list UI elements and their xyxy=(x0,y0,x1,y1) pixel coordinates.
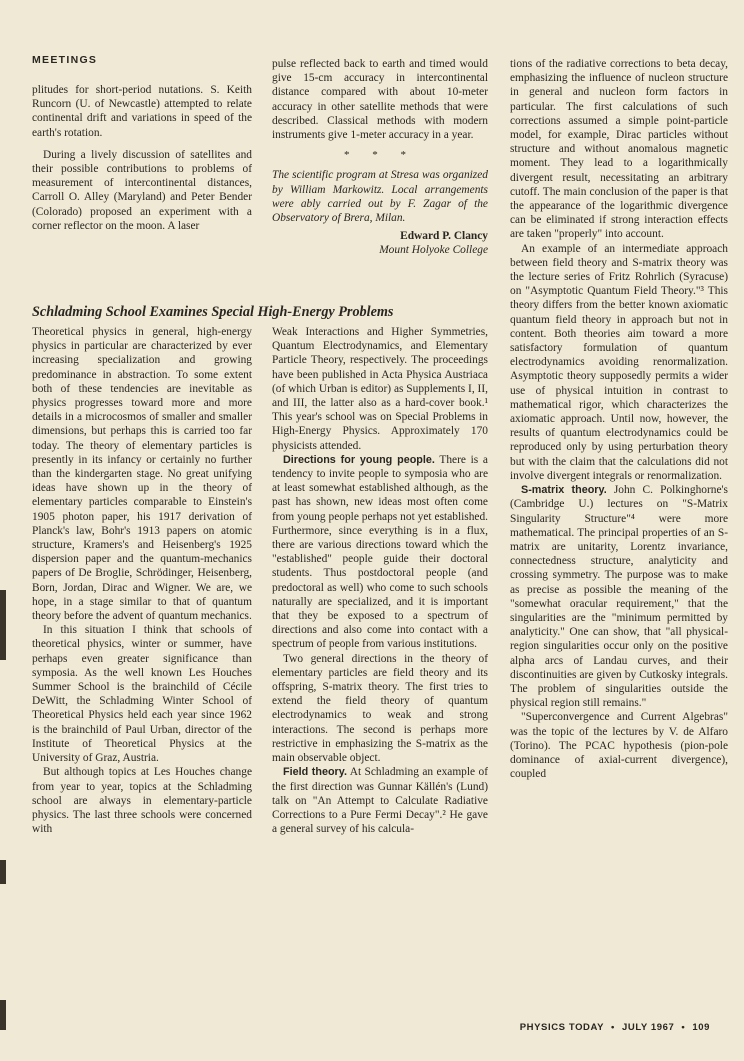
column-1-bottom xyxy=(32,325,252,987)
binding-edge-mark xyxy=(0,860,6,884)
paragraph: But although topics at Les Houches change from year to year, topics at the Schladming school are always in elementary-particle physics. The last three schools were concerned with xyxy=(32,766,252,836)
subhead: Directions for young people. xyxy=(283,453,435,466)
page-footer xyxy=(520,1022,710,1033)
paragraph: pulse reflected back to earth and timed would give 15-cm accuracy in intercontinental distance compared with about 10-meter accuracy in other satellite methods that were described. Classical methods with modern instruments give 1-meter accuracy in a year. xyxy=(272,58,488,142)
paragraph: Weak Interactions and Higher Symmetries, Quantum Electrodynamics, and Elementary Particle Theory, respectively. The proceedings have been published in Acta Physica Austriaca (of which Urban is editor) as Supplements I, II, and III, the latter also as a hard-cover book.¹ This year's school was on Special Problems in High-Energy Physics. Approximately 170 physicists attended. xyxy=(272,326,488,452)
column-2-top xyxy=(272,57,488,289)
paragraph: S-matrix theory. John C. Polkinghorne's (Cambridge U.) lectures on "S-Matrix Singularity Structure"⁴ were more mathematical. The principal properties of an S-matrix are unitarity, Lorentz invariance, connectedness structure, analyticity and crossing symmetry. The purpose was to make as precise as possible the meaning of the "somewhat oracular requirement," that the singularities are the "minimum permitted by analyticity." One can show, that "all physical-region singularities occur only on the positive alpha arcs of Landau curves, and their discontinuities are given by Cutkosky integrals. The problem of singularities outside the physical region still remains." xyxy=(510,484,728,710)
binding-edge-mark xyxy=(0,1000,6,1030)
paragraph: An example of an intermediate approach between field theory and S-matrix theory was the lecture series of Fritz Rohrlich (Syracuse) on "Asymptotic Quantum Field Theory."³ This theory differs from the better known axiomatic quantum field theory in approach but not in content. Both theories aim toward a more satisfactory formulation of quantum electrodynamics avoiding renormalization. Asymptotic theory supposedly permits a wider use of physical intuition in contrast to mathematical rigor, which characterizes the axiomatic approach. Until now, however, the results of quantum electrodynamics could be reproduced only by using perturbation theory but with the claim that the calculations did not involve divergent integrals or renormalization. xyxy=(510,242,728,482)
paragraph: Theoretical physics in general, high-energy physics in particular are characterized by ever increasing specialization and growing predominance in abstraction. To some extent both of these tendencies are inevitable as physics progresses toward more and more details in a microcosmos of smaller and smaller dimensions, but perhaps this is carried too far today. The theory of elementary particles is presently in its infancy or certainly no further than the kindergarten stage. No great unifying ideas have shown up in the theory of elementary particles comparable to Einstein's 1905 photon paper, his 1917 derivation of Planck's law, Bohr's 1913 papers on atomic structure, Kramers's and Heisenberg's 1925 dispersion paper and the quantum-mechanics papers of De Broglie, Schrödinger, Heisenberg, Born, Jordan, Dirac and Wigner. We are, we hope, in a stage similar to that of quantum theory before the advent of quantum mechanics. xyxy=(32,326,252,623)
paragraph: During a lively discussion of satellites and their possible contributions to problems of measurement of intercontinental distances, Carroll O. Alley (Maryland) and Peter Bender (Colorado) proposed an experiment with a corner reflector on the moon. A laser xyxy=(32,148,252,232)
column-3 xyxy=(510,57,728,987)
paragraph: Directions for young people. There is a tendency to invite people to symposia who are at least somewhat established although, as the past has shown, new ideas most often come from young people perhaps not yet established. Furthermore, since everything is in a flux, there are various directions toward which the "established" people guide their doctoral students. Thus postdoctoral people (and predoctoral as well) who come to such schools naturally are specialized, and it is important that they be exposed to a spectrum of directions and also come into contact with a spectrum of people from various institutions. xyxy=(272,453,488,651)
footer-separator: • xyxy=(611,1022,615,1033)
issue-date: JULY 1967 xyxy=(621,1022,675,1033)
binding-edge-mark xyxy=(0,590,6,660)
paragraph: plitudes for short-period nutations. S. Keith Runcorn (U. of Newcastle) attempted to relate continental drift and variations in speed of the earth's rotation. xyxy=(32,84,252,139)
column-2-bottom xyxy=(272,325,488,987)
journal-name: PHYSICS TODAY xyxy=(519,1022,605,1033)
signature xyxy=(272,229,488,257)
subhead: Field theory. xyxy=(283,766,347,779)
section-label: MEETINGS xyxy=(32,54,98,66)
paragraph: In this situation I think that schools of theoretical physics, winter or summer, have perhaps even greater significance than symposia. As the well known Les Houches Summer School is the brainchild of Cécile DeWitt, the Schladming Winter School of Theoretical Physics held each year since 1962 is the brainchild of Paul Urban, director of the Institute of Theoretical Physics at the University of Graz, Austria. xyxy=(32,624,252,765)
paragraph: Two general directions in the theory of elementary particles are field theory and its offspring, S-matrix theory. The first tries to extend the field theory of quantum electrodynamics to weak and strong interactions. The second is perhaps more restrictive in emphasizing the S-matrix as the main observable object. xyxy=(272,652,488,765)
paragraph: Field theory. At Schladming an example of the first direction was Gunnar Källén's (Lund) talk on "An Attempt to Calculate Radiative Corrections to a Pure Fermi Decay".² He gave a general survey of his calcula- xyxy=(272,766,488,836)
author-institution: Mount Holyoke College xyxy=(379,244,488,257)
page-number: 109 xyxy=(692,1022,710,1033)
paragraph: tions of the radiative corrections to beta decay, emphasizing the influence of nucleon structure in general and nucleon form factors in particular. The first calculations of such corrections assumed a simple point-particle model, for example, Dirac particles without structure and without anomalous magnetic moment. They lead to a logarithmically divergent result, necessitating an arbitrary cutoff. The main conclusion of the paper is that the appearance of the logarithmic divergence can be eliminated if strong interaction effects are taken "properly" into account. xyxy=(510,58,728,241)
author-name: Edward P. Clancy xyxy=(400,230,488,243)
subhead: S-matrix theory. xyxy=(521,484,607,497)
footer-separator: • xyxy=(681,1022,686,1033)
paragraph: "Superconvergence and Current Algebras" was the topic of the lectures by V. de Alfaro (Torino). The PCAC hypothesis (pion-pole dominance of axial-current divergence), coupled xyxy=(510,711,728,781)
article-headline: Schladming School Examines Special High-Energy Problems xyxy=(32,304,394,320)
column-1-top xyxy=(32,83,252,283)
section-divider-stars: * * * xyxy=(344,149,416,162)
credit-note: The scientific program at Stresa was organized by William Markowitz. Local arrangements were ably carried out by F. Zagar of the Observatory of Brera, Milan. xyxy=(272,169,488,225)
